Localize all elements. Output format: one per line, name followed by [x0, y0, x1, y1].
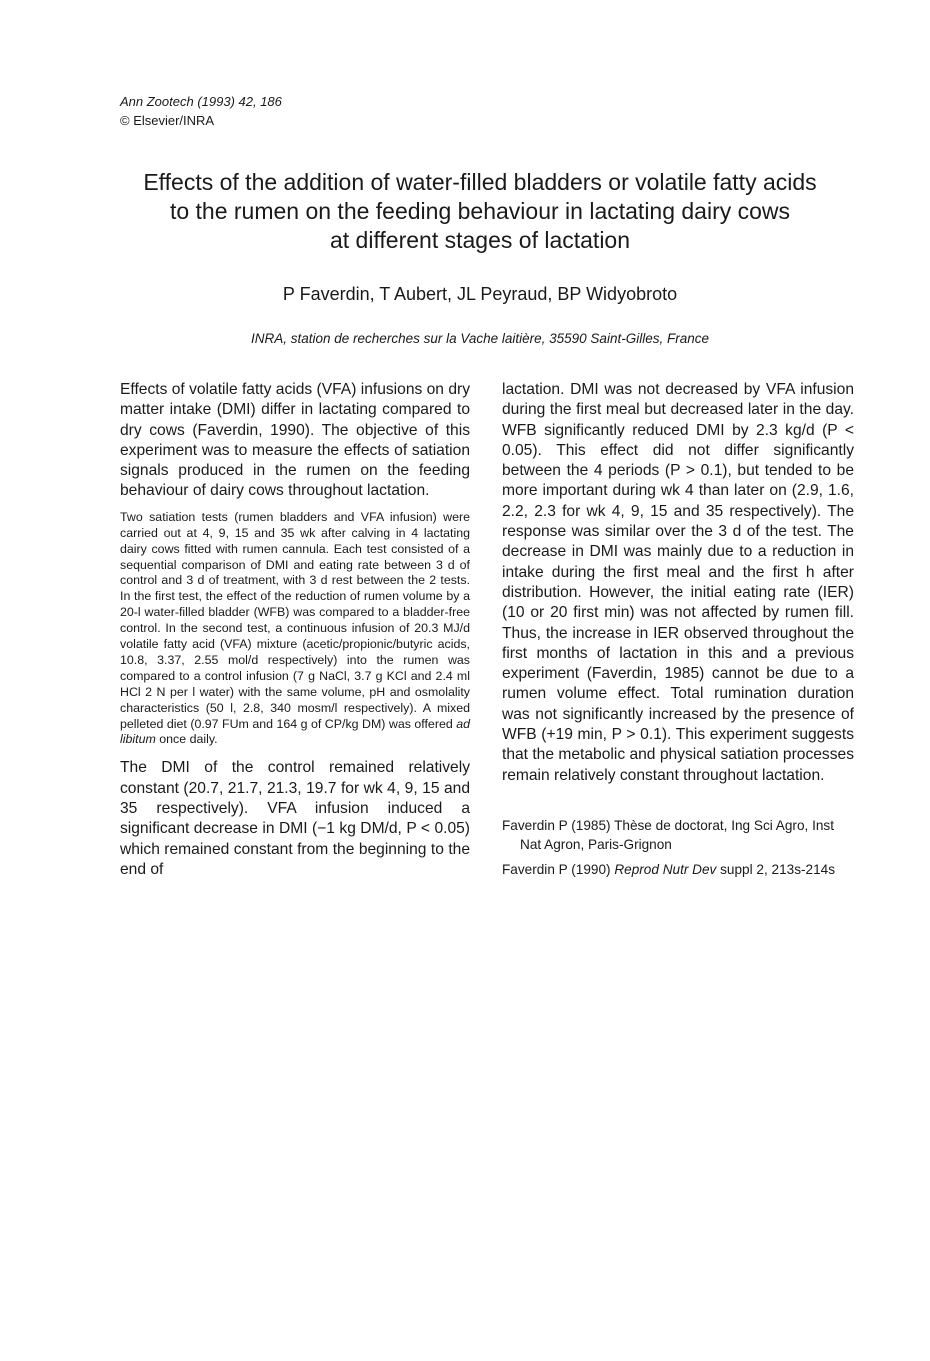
reference-item: Faverdin P (1985) Thèse de doctorat, Ing Sci Agro, Inst Nat Agron, Paris-Grignon [502, 817, 834, 852]
author-list: P Faverdin, T Aubert, JL Peyraud, BP Widyobroto [282, 284, 678, 304]
left-column [120, 380, 470, 880]
reference-journal: Reprod Nutr Dev [614, 861, 717, 877]
article-title [100, 168, 860, 255]
affiliation: INRA, station de recherches sur la Vache laitière, 35590 Saint-Gilles, France [251, 331, 709, 346]
reference-list [502, 816, 854, 879]
methods-text-end: once daily. [155, 732, 218, 747]
publisher-line: © Elsevier/INRA [120, 113, 215, 128]
intro-paragraph: Effects of volatile fatty acids (VFA) infusions on dry matter intake (DMI) differ in lactating compared to dry cows (Faverdin, 1990). The objective of this experiment was to measure the effects of satiation signals produced in the rumen on the feeding behaviour of dairy cows throughout lactation. [120, 381, 470, 500]
journal-header [120, 92, 282, 130]
title-line-2: to the rumen on the feeding behaviour in lactating dairy cows [169, 198, 791, 224]
reference-prefix: Faverdin P (1990) [502, 861, 615, 877]
title-line-1: Effects of the addition of water-filled bladders or volatile fatty acids [143, 169, 817, 195]
journal-citation: Ann Zootech (1993) 42, 186 [120, 94, 282, 109]
methods-italic-term: ad libitum [120, 716, 470, 747]
results-continued-paragraph: lactation. DMI was not decreased by VFA infusion during the first meal but decreased later in the day. WFB significantly reduced DMI by 2.3 kg/d (P < 0.05). This effect did not differ significantly between the 4 periods (P > 0.1), but tended to be more important during wk 4 than later on (2.9, 1.6, 2.2, 2.3 for wk 4, 9, 15 and 35 respectively). The response was similar over the 3 d of the test. The decrease in DMI was mainly due to a reduction in intake during the first meal and the first h after distribution. However, the initial eating rate (IER) (10 or 20 first min) was not affected by rumen fill. Thus, the increase in IER observed throughout the first months of lactation in this and a previous experiment (Faverdin, 1985) cannot be due to a rumen volume effect. Total rumination duration was not significantly increased by the presence of WFB (+19 min, P > 0.1). This experiment suggests that the metabolic and physical satiation processes remain relatively constant throughout lactation. [502, 381, 854, 784]
title-line-3: at different stages of lactation [329, 227, 631, 253]
methods-paragraph [120, 510, 470, 749]
reference-suffix: suppl 2, 213s-214s [716, 861, 835, 877]
results-paragraph: The DMI of the control remained relatively constant (20.7, 21.7, 21.3, 19.7 for wk 4, 9, 15 and 35 respectively). VFA infusion induced a significant decrease in DMI (−1 kg DM/d, P < 0.05) which remained constant from the beginning to the end of [120, 759, 470, 878]
methods-text: Two satiation tests (rumen bladders and VFA infusion) were carried out at 4, 9, 15 and 35 wk after calving in 4 lactating dairy cows fitted with rumen cannula. Each test consisted of a sequential comparison of DMI and eating rate between 3 d of control and 3 d of treatment, with 3 d rest between the 2 tests. In the first test, the effect of the reduction of rumen volume by a 20-l water-filled bladder (WFB) was compared to a bladder-free control. In the second test, a continuous infusion of 20.3 MJ/d volatile fatty acid (VFA) mixture (acetic/propionic/butyric acids, 10.8, 3.37, 2.55 mol/d respectively) into the rumen was compared to a control infusion (7 g NaCl, 3.7 g KCl and 2.4 ml HCl 2 N per l water) with the same volume, pH and osmolality characteristics (50 l, 2.8, 340 mosm/l respectively). A mixed pelleted diet (0.97 FUm and 164 g of CP/kg DM) was offered [120, 509, 470, 731]
reference-item [502, 860, 854, 879]
right-column [502, 380, 854, 879]
